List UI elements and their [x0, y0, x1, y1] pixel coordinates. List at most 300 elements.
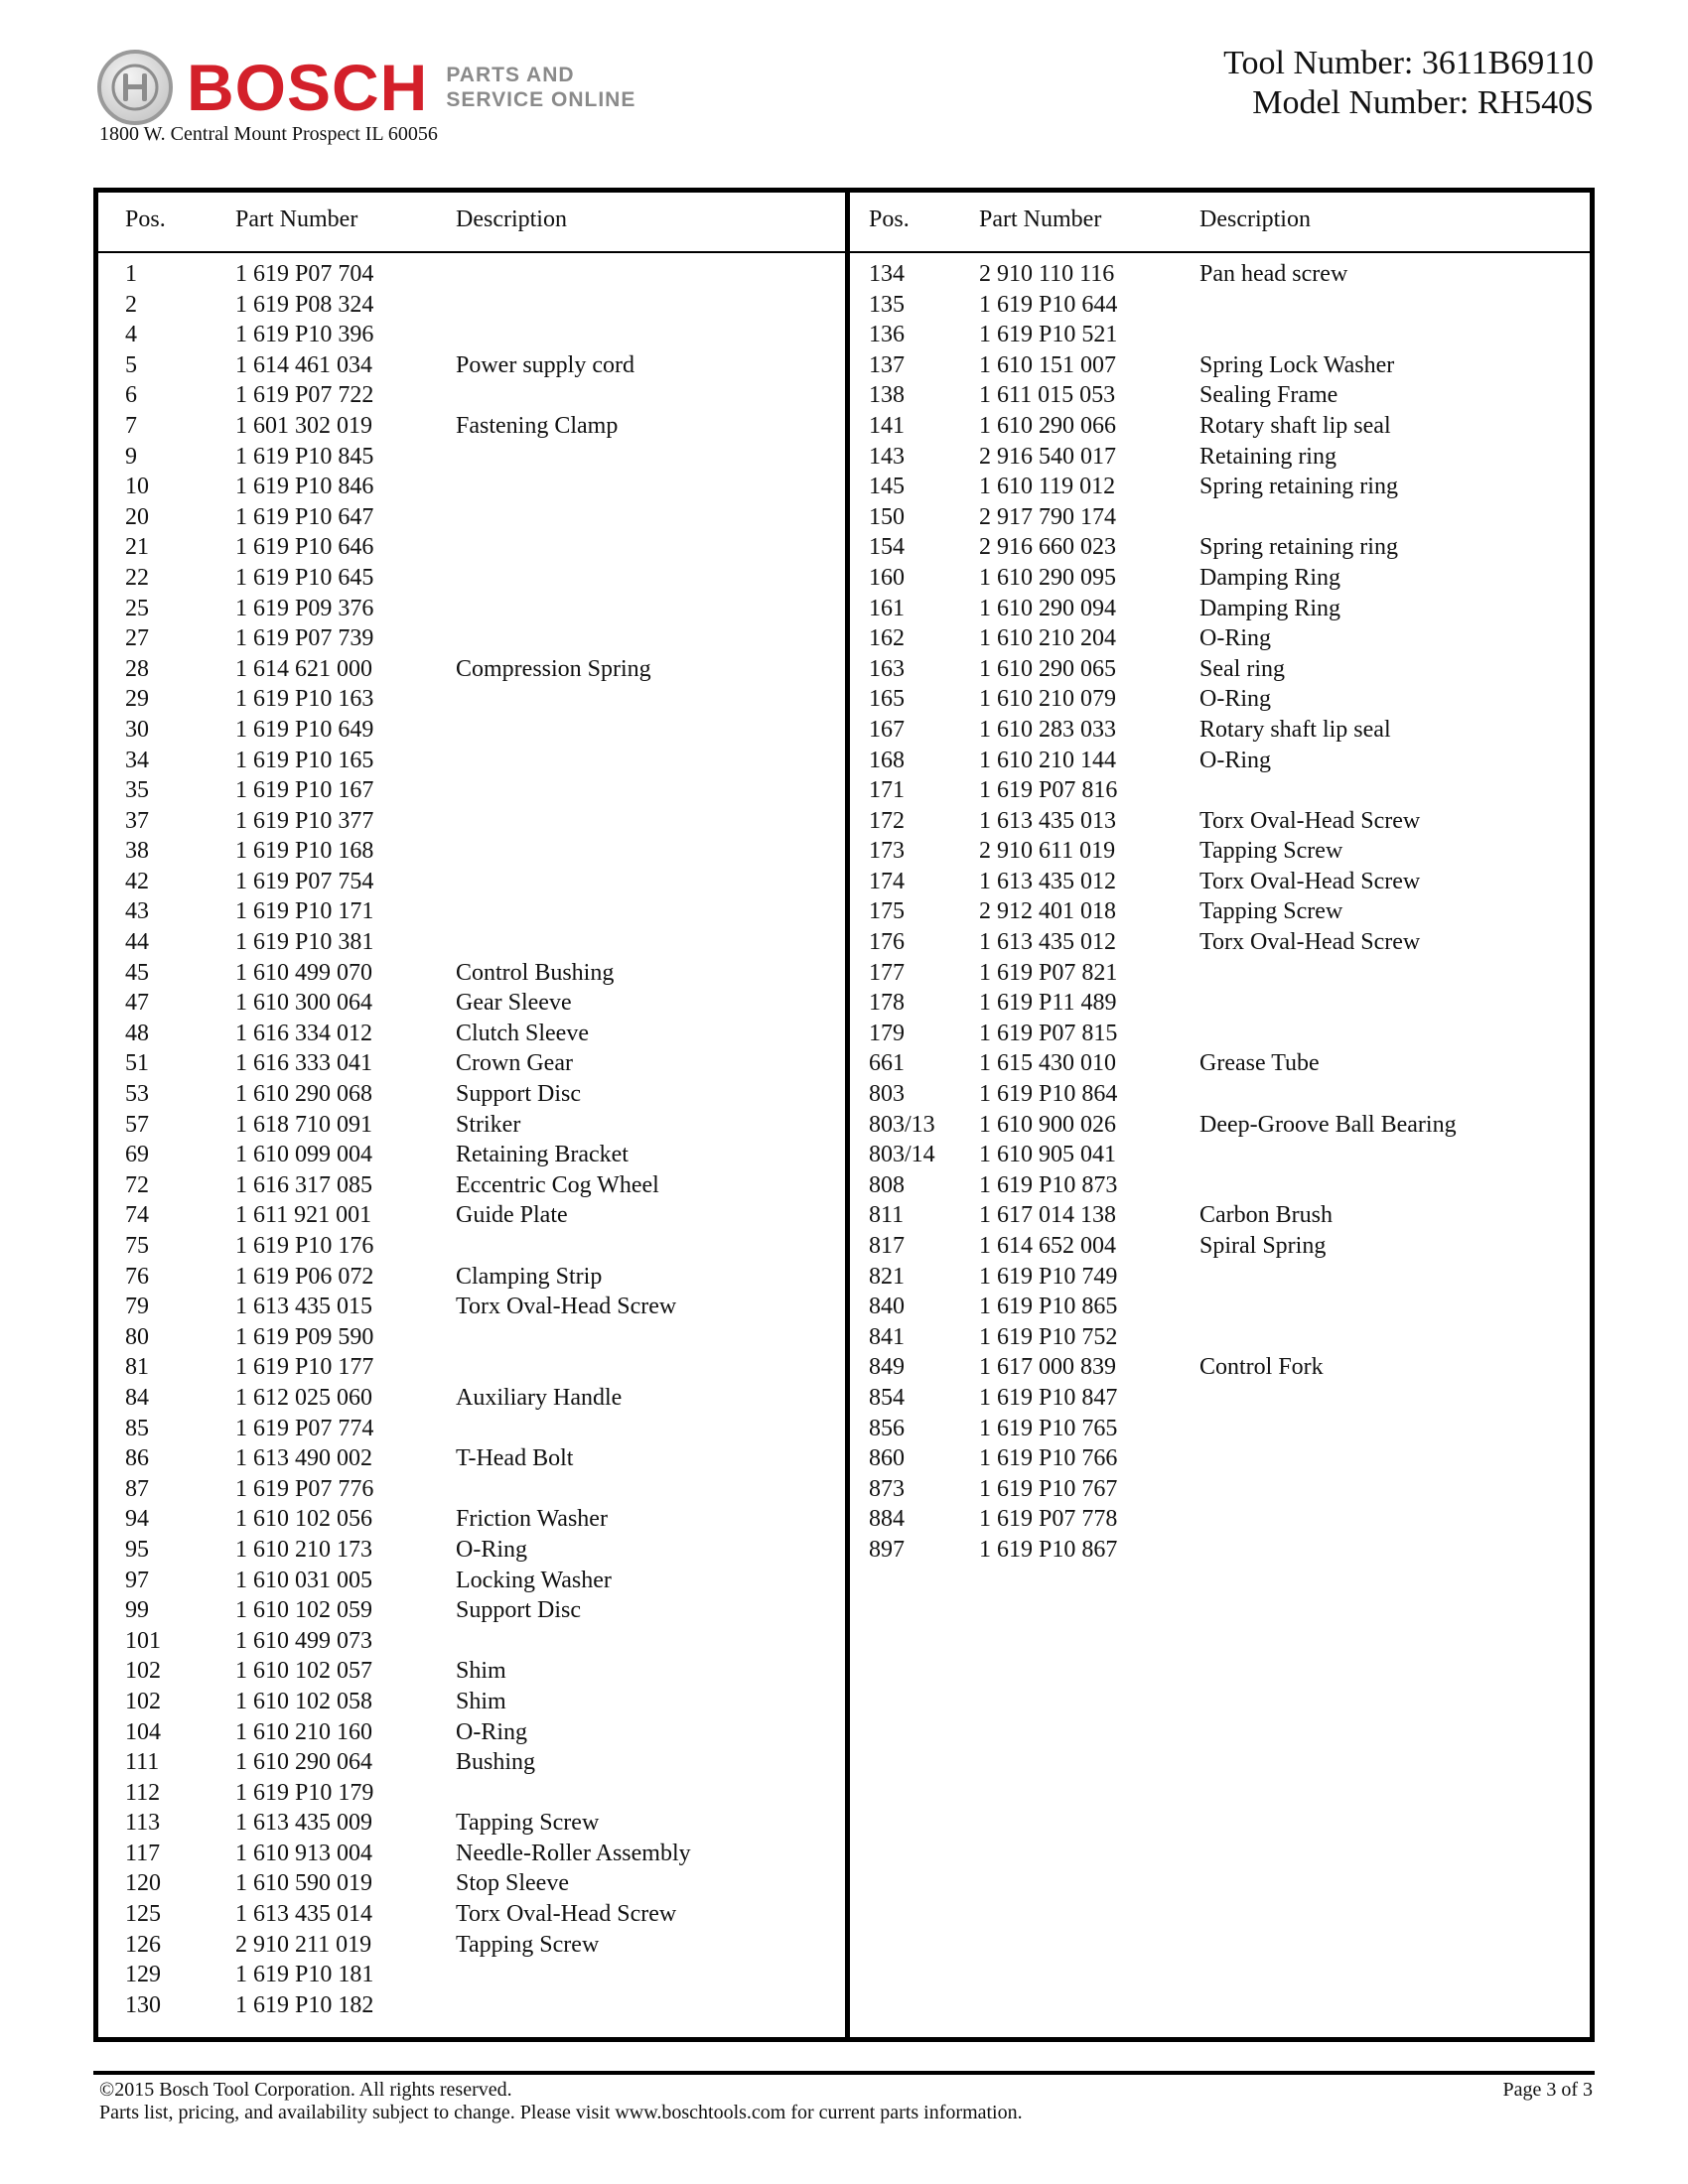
- row-pos: 143: [869, 443, 905, 470]
- row-part-number: 1 619 P10 181: [235, 1962, 374, 1988]
- row-pos: 111: [125, 1749, 160, 1776]
- row-description: Spring Lock Washer: [1199, 351, 1395, 378]
- header-part-number: Part Number: [979, 206, 1102, 232]
- row-pos: 6: [125, 382, 137, 409]
- brand-subtitle-line1: PARTS AND: [446, 64, 575, 86]
- row-part-number: 1 619 P07 704: [235, 261, 374, 287]
- table-row: [98, 746, 845, 776]
- table-row: [98, 1626, 845, 1657]
- table-row: [98, 1868, 845, 1899]
- table-row: [98, 1778, 845, 1809]
- rows-left: [98, 253, 845, 2020]
- row-description: Locking Washer: [456, 1567, 612, 1593]
- table-row: [98, 563, 845, 594]
- row-description: Torx Oval-Head Screw: [1199, 868, 1421, 894]
- row-part-number: 1 619 P10 521: [979, 322, 1118, 348]
- row-description: Pan head screw: [1199, 261, 1348, 287]
- row-part-number: 1 619 P07 754: [235, 868, 374, 894]
- table-row: [850, 320, 1590, 350]
- row-part-number: 1 610 210 173: [235, 1536, 372, 1563]
- table-row: [850, 1140, 1590, 1170]
- row-pos: 873: [869, 1475, 905, 1502]
- row-pos: 79: [125, 1294, 149, 1320]
- row-pos: 817: [869, 1233, 905, 1259]
- row-description: O-Ring: [456, 1718, 527, 1745]
- row-pos: 129: [125, 1962, 161, 1988]
- row-part-number: 1 619 P10 847: [979, 1384, 1118, 1411]
- row-pos: 145: [869, 474, 905, 500]
- row-part-number: 1 610 283 033: [979, 716, 1116, 743]
- row-description: Needle-Roller Assembly: [456, 1840, 691, 1866]
- table-row: [98, 1048, 845, 1079]
- row-part-number: 1 618 710 091: [235, 1111, 372, 1138]
- row-part-number: 1 619 P10 644: [979, 291, 1118, 318]
- row-part-number: 1 610 590 019: [235, 1870, 372, 1897]
- row-pos: 102: [125, 1688, 161, 1714]
- row-part-number: 1 610 031 005: [235, 1567, 372, 1593]
- table-row: [98, 532, 845, 563]
- row-description: Tapping Screw: [456, 1810, 600, 1837]
- model-number: Model Number: RH540S: [1252, 84, 1594, 121]
- table-row: [850, 746, 1590, 776]
- row-pos: 811: [869, 1202, 905, 1229]
- table-row: [98, 1079, 845, 1110]
- row-part-number: 1 615 430 010: [979, 1050, 1116, 1077]
- table-row: [98, 958, 845, 989]
- row-description: Clamping Strip: [456, 1263, 603, 1290]
- row-part-number: 1 619 P10 646: [235, 534, 374, 561]
- row-description: O-Ring: [456, 1536, 527, 1563]
- disclaimer: Parts list, pricing, and availability subject to change. Please visit www.boschtools.com for current parts information.: [99, 2102, 1023, 2123]
- row-part-number: 2 910 211 019: [235, 1931, 372, 1958]
- row-pos: 136: [869, 322, 905, 348]
- table-row: [850, 1414, 1590, 1444]
- row-part-number: 1 619 P10 171: [235, 898, 374, 925]
- header-pos: Pos.: [125, 206, 166, 232]
- row-pos: 808: [869, 1171, 905, 1198]
- row-pos: 25: [125, 595, 149, 621]
- row-description: Carbon Brush: [1199, 1202, 1333, 1229]
- row-description: Torx Oval-Head Screw: [1199, 807, 1421, 834]
- table-row: [850, 623, 1590, 654]
- row-description: Bushing: [456, 1749, 536, 1776]
- table-row: [98, 867, 845, 897]
- header-description: Description: [456, 206, 567, 232]
- row-part-number: 1 610 300 064: [235, 990, 372, 1017]
- row-pos: 120: [125, 1870, 161, 1897]
- table-row: [98, 988, 845, 1019]
- parts-column-right: [850, 193, 1590, 2037]
- row-part-number: 1 610 913 004: [235, 1840, 372, 1866]
- row-part-number: 1 619 P10 749: [979, 1263, 1118, 1290]
- row-pos: 154: [869, 534, 905, 561]
- row-description: Fastening Clamp: [456, 412, 619, 439]
- row-pos: 102: [125, 1658, 161, 1685]
- row-pos: 86: [125, 1445, 149, 1472]
- row-part-number: 1 619 P10 165: [235, 747, 374, 773]
- table-row: [98, 1170, 845, 1201]
- tool-info: [1223, 44, 1594, 123]
- table-row: [98, 654, 845, 685]
- table-row: [850, 411, 1590, 442]
- table-row: [98, 715, 845, 746]
- row-part-number: 1 619 P10 767: [979, 1475, 1118, 1502]
- row-part-number: 1 619 P10 167: [235, 777, 374, 804]
- row-description: Torx Oval-Head Screw: [1199, 929, 1421, 956]
- footer-text: [99, 2079, 1023, 2124]
- row-part-number: 1 619 P10 647: [235, 503, 374, 530]
- row-part-number: 1 610 102 058: [235, 1688, 372, 1714]
- row-part-number: 1 611 921 001: [235, 1202, 372, 1229]
- table-row: [850, 775, 1590, 806]
- row-pos: 803/13: [869, 1111, 935, 1138]
- table-row: [850, 836, 1590, 867]
- row-description: Shim: [456, 1688, 506, 1714]
- table-row: [850, 1079, 1590, 1110]
- row-pos: 74: [125, 1202, 149, 1229]
- table-row: [98, 1656, 845, 1687]
- row-part-number: 1 619 P10 752: [979, 1323, 1118, 1350]
- row-pos: 175: [869, 898, 905, 925]
- row-part-number: 1 610 102 056: [235, 1506, 372, 1533]
- row-description: Support Disc: [456, 1081, 581, 1108]
- table-row: [98, 1474, 845, 1505]
- bosch-armature-logo-icon: [97, 50, 173, 125]
- row-part-number: 1 619 P10 845: [235, 443, 374, 470]
- table-row: [98, 684, 845, 715]
- row-part-number: 1 610 499 073: [235, 1627, 372, 1654]
- row-part-number: 1 619 P09 376: [235, 595, 374, 621]
- row-part-number: 1 610 102 057: [235, 1658, 372, 1685]
- row-description: Control Fork: [1199, 1354, 1324, 1381]
- row-pos: 130: [125, 1991, 161, 2018]
- row-description: Retaining Bracket: [456, 1142, 629, 1168]
- table-row: [850, 867, 1590, 897]
- tool-number: Tool Number: 3611B69110: [1223, 45, 1594, 81]
- table-row: [98, 1960, 845, 1990]
- row-pos: 173: [869, 838, 905, 865]
- row-pos: 661: [869, 1050, 905, 1077]
- row-pos: 176: [869, 929, 905, 956]
- table-row: [98, 1504, 845, 1535]
- table-row: [98, 1140, 845, 1170]
- table-row: [850, 259, 1590, 290]
- table-row: [850, 1504, 1590, 1535]
- row-description: Control Bushing: [456, 959, 615, 986]
- row-pos: 94: [125, 1506, 149, 1533]
- table-row: [850, 1383, 1590, 1414]
- row-part-number: 1 619 P07 722: [235, 382, 374, 409]
- row-pos: 860: [869, 1445, 905, 1472]
- row-part-number: 1 619 P10 873: [979, 1171, 1118, 1198]
- row-part-number: 1 619 P07 778: [979, 1506, 1118, 1533]
- table-row: [98, 1687, 845, 1717]
- brand-logo: [97, 48, 635, 127]
- row-description: Compression Spring: [456, 655, 651, 682]
- table-row: [98, 1262, 845, 1293]
- table-row: [98, 896, 845, 927]
- row-part-number: 1 619 P08 324: [235, 291, 374, 318]
- row-description: Damping Ring: [1199, 564, 1340, 591]
- row-part-number: 1 610 099 004: [235, 1142, 372, 1168]
- row-pos: 72: [125, 1171, 149, 1198]
- row-description: Spiral Spring: [1199, 1233, 1327, 1259]
- row-pos: 30: [125, 716, 149, 743]
- row-pos: 38: [125, 838, 149, 865]
- row-part-number: 2 917 790 174: [979, 503, 1116, 530]
- row-description: Grease Tube: [1199, 1050, 1320, 1077]
- table-row: [850, 350, 1590, 381]
- table-row: [98, 502, 845, 533]
- row-pos: 44: [125, 929, 149, 956]
- table-row: [850, 806, 1590, 837]
- row-description: Sealing Frame: [1199, 382, 1338, 409]
- row-pos: 20: [125, 503, 149, 530]
- row-part-number: 1 613 490 002: [235, 1445, 372, 1472]
- row-description: Friction Washer: [456, 1506, 608, 1533]
- row-pos: 85: [125, 1415, 149, 1441]
- row-part-number: 1 619 P07 816: [979, 777, 1118, 804]
- row-pos: 42: [125, 868, 149, 894]
- row-part-number: 1 610 290 068: [235, 1081, 372, 1108]
- row-description: Support Disc: [456, 1597, 581, 1624]
- row-part-number: 1 613 435 014: [235, 1901, 372, 1928]
- table-row: [850, 654, 1590, 685]
- row-pos: 75: [125, 1233, 149, 1259]
- row-description: Clutch Sleeve: [456, 1020, 589, 1046]
- row-description: Auxiliary Handle: [456, 1384, 623, 1411]
- table-row: [850, 958, 1590, 989]
- row-description: Striker: [456, 1111, 521, 1138]
- row-pos: 2: [125, 291, 137, 318]
- row-pos: 87: [125, 1475, 149, 1502]
- row-part-number: 1 619 P06 072: [235, 1263, 374, 1290]
- row-pos: 150: [869, 503, 905, 530]
- table-row: [98, 320, 845, 350]
- row-pos: 47: [125, 990, 149, 1017]
- row-description: Tapping Screw: [456, 1931, 600, 1958]
- table-row: [98, 442, 845, 473]
- parts-table: [93, 188, 1595, 2042]
- header-description: Description: [1199, 206, 1311, 232]
- row-pos: 1: [125, 261, 137, 287]
- table-row: [98, 1292, 845, 1322]
- page-number: Page 3 of 3: [1502, 2079, 1593, 2101]
- row-part-number: 1 613 435 015: [235, 1294, 372, 1320]
- table-row: [98, 411, 845, 442]
- row-pos: 35: [125, 777, 149, 804]
- row-part-number: 1 616 334 012: [235, 1020, 372, 1046]
- column-header: [850, 193, 1590, 253]
- table-row: [850, 532, 1590, 563]
- row-pos: 840: [869, 1294, 905, 1320]
- row-pos: 178: [869, 990, 905, 1017]
- row-pos: 803: [869, 1081, 905, 1108]
- row-pos: 179: [869, 1020, 905, 1046]
- header-pos: Pos.: [869, 206, 910, 232]
- row-part-number: 1 619 P07 821: [979, 959, 1118, 986]
- row-pos: 141: [869, 412, 905, 439]
- row-pos: 99: [125, 1597, 149, 1624]
- row-part-number: 1 612 025 060: [235, 1384, 372, 1411]
- table-row: [98, 1383, 845, 1414]
- table-row: [98, 1352, 845, 1383]
- row-part-number: 1 619 P10 765: [979, 1415, 1118, 1441]
- row-part-number: 1 610 290 065: [979, 655, 1116, 682]
- row-pos: 80: [125, 1323, 149, 1350]
- row-pos: 162: [869, 625, 905, 652]
- row-description: O-Ring: [1199, 625, 1271, 652]
- table-row: [850, 290, 1590, 321]
- row-description: Torx Oval-Head Screw: [456, 1901, 677, 1928]
- row-pos: 76: [125, 1263, 149, 1290]
- table-row: [98, 1443, 845, 1474]
- row-pos: 34: [125, 747, 149, 773]
- table-row: [850, 1262, 1590, 1293]
- row-pos: 137: [869, 351, 905, 378]
- table-row: [98, 259, 845, 290]
- row-pos: 37: [125, 807, 149, 834]
- row-part-number: 1 619 P10 176: [235, 1233, 374, 1259]
- table-row: [850, 502, 1590, 533]
- row-pos: 161: [869, 595, 905, 621]
- row-part-number: 1 610 151 007: [979, 351, 1116, 378]
- row-description: T-Head Bolt: [456, 1445, 574, 1472]
- row-part-number: 1 619 P10 867: [979, 1536, 1118, 1563]
- table-row: [850, 988, 1590, 1019]
- table-row: [98, 1019, 845, 1049]
- row-part-number: 1 601 302 019: [235, 412, 372, 439]
- copyright: ©2015 Bosch Tool Corporation. All rights reserved.: [99, 2079, 512, 2101]
- row-description: Rotary shaft lip seal: [1199, 716, 1391, 743]
- brand-subtitle-line2: SERVICE ONLINE: [446, 88, 636, 111]
- table-row: [98, 1535, 845, 1566]
- table-row: [98, 1930, 845, 1961]
- row-description: Tapping Screw: [1199, 838, 1343, 865]
- row-part-number: 1 619 P10 381: [235, 929, 374, 956]
- table-row: [98, 623, 845, 654]
- row-part-number: 1 619 P10 865: [979, 1294, 1118, 1320]
- row-part-number: 1 610 210 144: [979, 747, 1116, 773]
- table-row: [98, 1595, 845, 1626]
- row-part-number: 2 916 660 023: [979, 534, 1116, 561]
- row-pos: 10: [125, 474, 149, 500]
- row-pos: 167: [869, 716, 905, 743]
- row-part-number: 1 617 014 138: [979, 1202, 1116, 1229]
- table-row: [850, 1443, 1590, 1474]
- row-description: Stop Sleeve: [456, 1870, 569, 1897]
- row-pos: 138: [869, 382, 905, 409]
- table-row: [98, 1899, 845, 1930]
- row-pos: 884: [869, 1506, 905, 1533]
- row-part-number: 1 619 P10 766: [979, 1445, 1118, 1472]
- row-part-number: 1 619 P07 739: [235, 625, 374, 652]
- row-part-number: 1 619 P10 182: [235, 1991, 374, 2018]
- row-pos: 101: [125, 1627, 161, 1654]
- table-row: [98, 1990, 845, 2021]
- table-row: [98, 1322, 845, 1353]
- row-pos: 125: [125, 1901, 161, 1928]
- table-row: [850, 442, 1590, 473]
- row-pos: 821: [869, 1263, 905, 1290]
- row-part-number: 2 916 540 017: [979, 443, 1116, 470]
- table-row: [98, 1717, 845, 1748]
- row-pos: 81: [125, 1354, 149, 1381]
- row-pos: 854: [869, 1384, 905, 1411]
- row-description: Gear Sleeve: [456, 990, 572, 1017]
- row-part-number: 1 611 015 053: [979, 382, 1116, 409]
- row-part-number: 1 619 P10 846: [235, 474, 374, 500]
- row-part-number: 1 617 000 839: [979, 1354, 1116, 1381]
- table-row: [850, 563, 1590, 594]
- row-part-number: 1 616 333 041: [235, 1050, 372, 1077]
- row-part-number: 1 610 210 204: [979, 625, 1116, 652]
- row-pos: 53: [125, 1081, 149, 1108]
- table-row: [850, 1110, 1590, 1141]
- row-description: Damping Ring: [1199, 595, 1340, 621]
- table-row: [850, 1535, 1590, 1566]
- row-description: Tapping Screw: [1199, 898, 1343, 925]
- table-row: [98, 1414, 845, 1444]
- row-part-number: 2 910 611 019: [979, 838, 1116, 865]
- row-description: O-Ring: [1199, 747, 1271, 773]
- row-part-number: 1 610 210 160: [235, 1718, 372, 1745]
- row-pos: 104: [125, 1718, 161, 1745]
- row-description: Shim: [456, 1658, 506, 1685]
- header-part-number: Part Number: [235, 206, 358, 232]
- row-pos: 51: [125, 1050, 149, 1077]
- row-part-number: 1 619 P10 163: [235, 686, 374, 713]
- row-pos: 48: [125, 1020, 149, 1046]
- row-part-number: 1 619 P10 396: [235, 322, 374, 348]
- footer-divider: [93, 2071, 1595, 2075]
- row-pos: 168: [869, 747, 905, 773]
- row-description: Torx Oval-Head Screw: [456, 1294, 677, 1320]
- row-part-number: 1 610 900 026: [979, 1111, 1116, 1138]
- row-part-number: 1 610 290 066: [979, 412, 1116, 439]
- table-row: [98, 472, 845, 502]
- row-pos: 113: [125, 1810, 161, 1837]
- row-pos: 28: [125, 655, 149, 682]
- table-row: [98, 927, 845, 958]
- row-part-number: 1 619 P10 649: [235, 716, 374, 743]
- table-row: [98, 1566, 845, 1596]
- row-pos: 135: [869, 291, 905, 318]
- row-pos: 126: [125, 1931, 161, 1958]
- row-pos: 7: [125, 412, 137, 439]
- row-pos: 160: [869, 564, 905, 591]
- row-part-number: 1 619 P10 179: [235, 1779, 374, 1806]
- row-pos: 45: [125, 959, 149, 986]
- table-row: [850, 1352, 1590, 1383]
- row-description: Seal ring: [1199, 655, 1285, 682]
- table-row: [850, 1322, 1590, 1353]
- row-part-number: 1 619 P09 590: [235, 1323, 374, 1350]
- row-pos: 95: [125, 1536, 149, 1563]
- row-part-number: 1 619 P10 864: [979, 1081, 1118, 1108]
- table-row: [98, 594, 845, 624]
- table-row: [98, 380, 845, 411]
- row-pos: 849: [869, 1354, 905, 1381]
- row-description: Deep-Groove Ball Bearing: [1199, 1111, 1457, 1138]
- table-row: [98, 836, 845, 867]
- row-pos: 856: [869, 1415, 905, 1441]
- row-description: Spring retaining ring: [1199, 534, 1398, 561]
- row-part-number: 1 619 P07 776: [235, 1475, 374, 1502]
- row-part-number: 1 616 317 085: [235, 1171, 372, 1198]
- company-address: 1800 W. Central Mount Prospect IL 60056: [99, 123, 438, 145]
- table-row: [850, 1048, 1590, 1079]
